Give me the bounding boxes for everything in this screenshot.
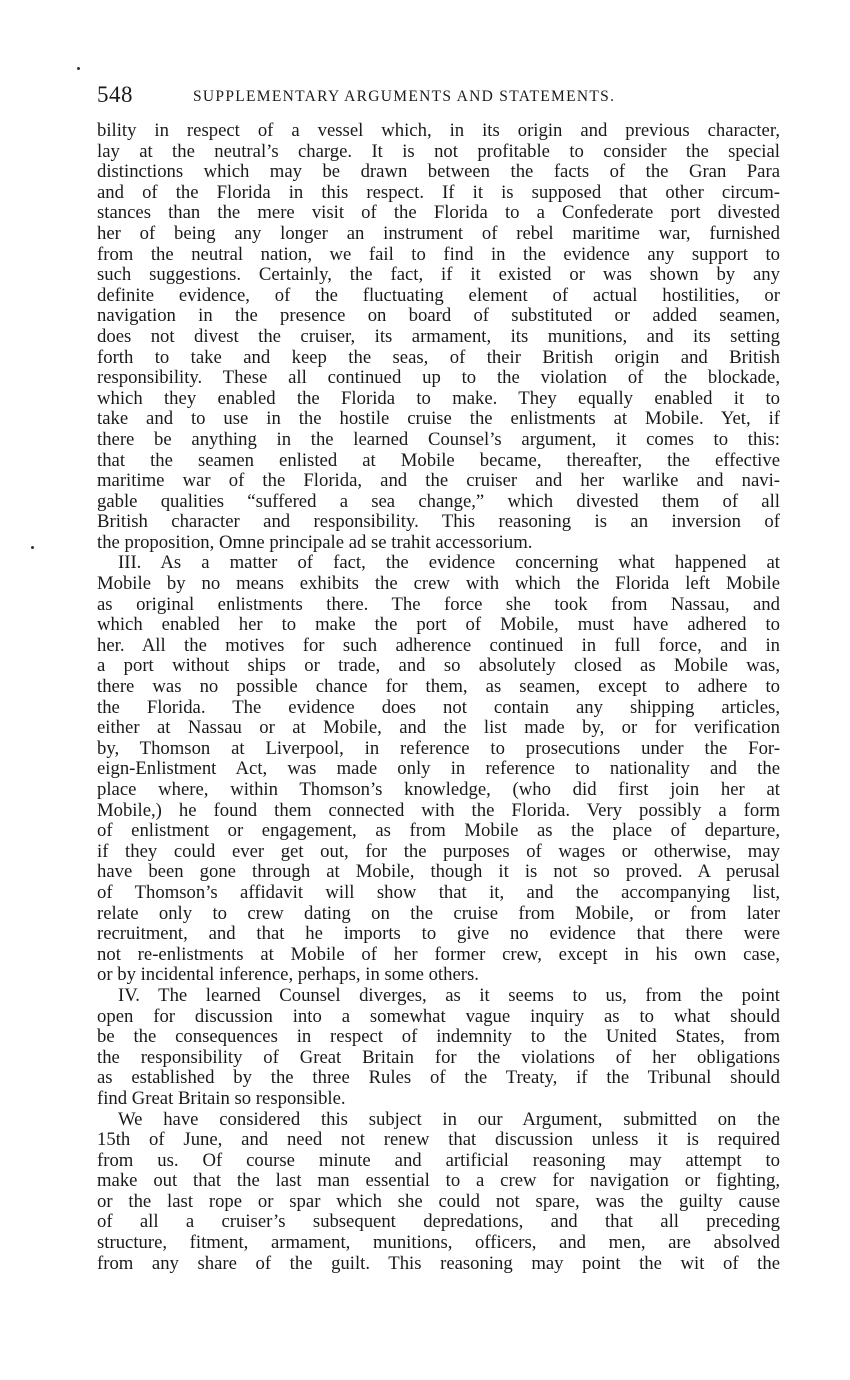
text-line: and of the Florida in this respect. If it is supposed that other circum- [97,181,780,203]
text-line: of all a cruiser’s subsequent depredations, and that all preceding [97,1211,780,1233]
text-line: that the seamen enlisted at Mobile became, thereafter, the effective [97,449,780,471]
text-line: her of being any longer an instrument of rebel maritime war, furnished [97,222,780,244]
text-line: We have considered this subject in our Argument, submitted on the [118,1108,780,1130]
text-line: British character and responsibility. This reasoning is an inversion of [97,511,780,533]
text-line: or the last rope or spar which she could not spare, was the guilty cause [97,1190,780,1212]
text-line: definite evidence, of the fluctuating element of actual hostilities, or [97,284,780,306]
text-line: 15th of June, and need not renew that discussion unless it is required [97,1129,780,1151]
text-line: by, Thomson at Liverpool, in reference to prosecutions under the For- [97,737,780,759]
text-line: from the neutral nation, we fail to find in the evidence any support to [97,243,780,265]
text-line: gable qualities “suffered a sea change,” which divested them of all [97,490,780,512]
text-line: a port without ships or trade, and so absolutely closed as Mobile was, [97,655,780,677]
text-line: the responsibility of Great Britain for the violations of her obligations [97,1046,780,1068]
text-line: the proposition, Omne principale ad se trahit accessorium. [97,531,533,553]
running-head: SUPPLEMENTARY ARGUMENTS AND STATEMENTS. [193,88,616,105]
text-line: stances than the mere visit of the Florida to a Confederate port divested [97,202,780,224]
text-line: be the consequences in respect of indemnity to the United States, from [97,1026,780,1048]
text-line: take and to use in the hostile cruise the enlistments at Mobile. Yet, if [97,408,780,430]
text-line: have been gone through at Mobile, though it is not so proved. A perusal [97,861,780,883]
text-line: as original enlistments there. The force she took from Nassau, and [97,593,780,615]
text-line: structure, fitment, armament, munitions, officers, and men, are absolved [97,1232,780,1254]
text-line: bility in respect of a vessel which, in its origin and previous character, [97,120,780,141]
text-line: there be anything in the learned Counsel’s argument, it comes to this: [97,428,780,450]
text-line: Mobile by no means exhibits the crew with which the Florida left Mobile [97,573,780,595]
text-line: not re-enlistments at Mobile of her former crew, except in his own case, [97,943,780,965]
text-line: IV. The learned Counsel diverges, as it seems to us, from the point [118,984,780,1006]
text-line: maritime war of the Florida, and the cruiser and her warlike and navi- [97,470,780,492]
text-line: distinctions which may be drawn between the facts of the Gran Para [97,161,780,183]
text-line: from us. Of course minute and artificial reasoning may attempt to [97,1149,780,1171]
text-line: of enlistment or engagement, as from Mobile as the place of departure, [97,820,780,842]
text-line: recruitment, and that he imports to give no evidence that there were [97,923,780,945]
text-line: Mobile,) he found them connected with the Florida. Very possibly a form [97,799,780,821]
text-line: forth to take and keep the seas, of their British origin and British [97,346,780,368]
text-line: the Florida. The evidence does not contain any shipping articles, [97,696,780,718]
text-line: which they enabled the Florida to make. They equally enabled it to [97,387,780,409]
page-header [97,82,780,112]
text-line: relate only to crew dating on the cruise from Mobile, or from later [97,902,780,924]
text-line: her. All the motives for such adherence continued in full force, and in [97,634,780,656]
text-line: lay at the neutral’s charge. It is not profitable to consider the special [97,140,780,162]
text-line: as established by the three Rules of the Treaty, if the Tribunal should [97,1067,780,1089]
text-line: which enabled her to make the port of Mobile, must have adhered to [97,614,780,636]
text-line: if they could ever get out, for the purposes of wages or otherwise, may [97,840,780,862]
text-line: find Great Britain so responsible. [97,1087,346,1109]
text-line: does not divest the cruiser, its armament, its munitions, and its setting [97,325,780,347]
body-text [97,121,780,1274]
text-line: responsibility. These all continued up to the violation of the blockade, [97,367,780,389]
text-line: make out that the last man essential to a crew for navigation or fighting, [97,1170,780,1192]
text-line: of Thomson’s affidavit will show that it, and the accompanying list, [97,881,780,903]
text-line: from any share of the guilt. This reasoning may point the wit of the [97,1252,780,1274]
text-line: either at Nassau or at Mobile, and the list made by, or for verification [97,717,780,739]
text-line: place where, within Thomson’s knowledge, (who did first join her at [97,779,780,800]
print-speck [31,546,34,549]
text-line: there was no possible chance for them, as seamen, except to adhere to [97,676,780,698]
page-number: 548 [97,82,133,107]
print-speck [77,67,80,70]
text-line: such suggestions. Certainly, the fact, if it existed or was shown by any [97,264,780,286]
text-line: navigation in the presence on board of substituted or added seamen, [97,305,780,327]
text-line: III. As a matter of fact, the evidence concerning what happened at [118,552,780,574]
text-line: open for discussion into a somewhat vague inquiry as to what should [97,1005,780,1027]
text-line: or by incidental inference, perhaps, in some others. [97,964,479,986]
text-line: eign-Enlistment Act, was made only in reference to nationality and the [97,758,780,780]
